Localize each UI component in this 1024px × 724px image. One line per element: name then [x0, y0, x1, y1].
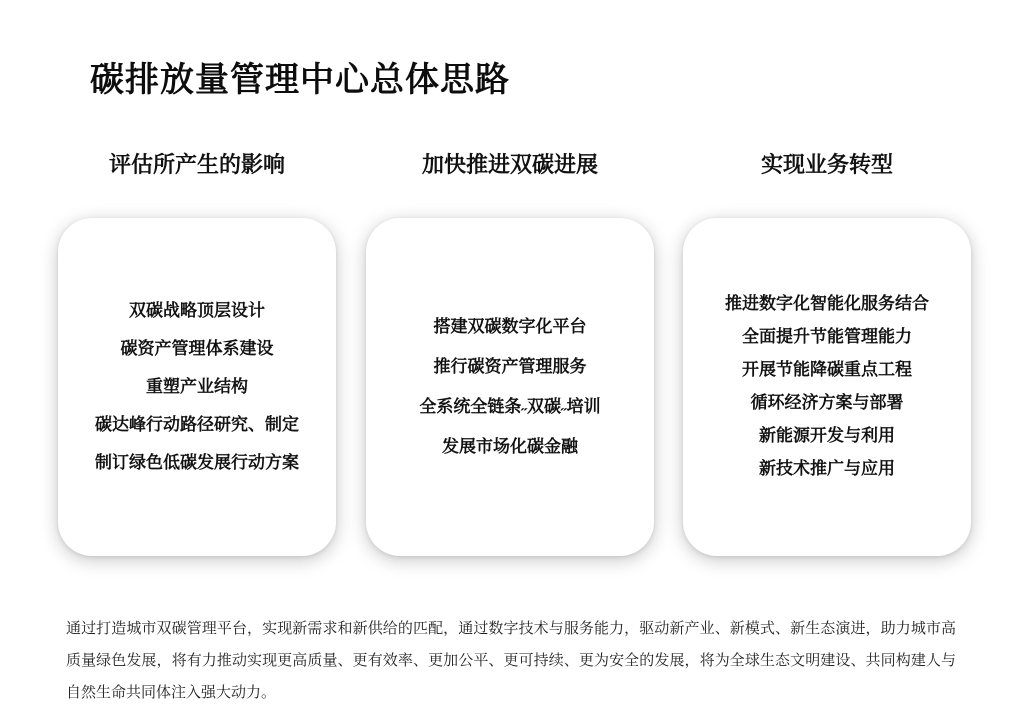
- list-item: 发展市场化碳金融: [441, 437, 578, 457]
- list-item: 推进数字化智能化服务结合: [725, 294, 929, 314]
- list-item: 重塑产业结构: [146, 377, 248, 397]
- column-heading-progress: 加快推进双碳进展: [421, 153, 598, 178]
- list-item: 新技术推广与应用: [759, 459, 895, 479]
- list-item: 推行碳资产管理服务: [433, 357, 587, 377]
- list-item: 搭建双碳数字化平台: [433, 317, 587, 337]
- list-item: 全系统全链条˶双碳˶培训: [419, 397, 601, 417]
- list-item: 碳达峰行动路径研究、制定: [95, 415, 299, 435]
- progress-card: [366, 218, 654, 556]
- column-heading-transformation: 实现业务转型: [760, 153, 893, 178]
- summary-paragraph: 通过打造城市双碳管理平台，实现新需求和新供给的匹配，通过数字技术与服务能力，驱动新产业、新模式、新生态演进，助力城市高质量绿色发展，将有力推动实现更高质量、更有效率、更加公平、更可持续、更为安全的发展，将为全球生态文明建设、共同构建人与自然生命共同体注入强大动力。: [66, 619, 956, 701]
- transformation-list: [725, 285, 929, 489]
- list-item: 碳资产管理体系建设: [120, 339, 274, 359]
- page-title: 碳排放量管理中心总体思路: [90, 60, 510, 100]
- impact-card: [58, 218, 336, 556]
- progress-list: [419, 300, 600, 474]
- list-item: 全面提升节能管理能力: [742, 327, 912, 347]
- list-item: 新能源开发与利用: [759, 426, 895, 446]
- list-item: 循环经济方案与部署: [750, 393, 904, 413]
- transformation-card: [683, 218, 971, 556]
- column-heading-impact: 评估所产生的影响: [108, 153, 285, 178]
- list-item: 双碳战略顶层设计: [129, 301, 265, 321]
- list-item: 开展节能降碳重点工程: [742, 360, 912, 380]
- impact-list: [95, 286, 299, 488]
- list-item: 制订绿色低碳发展行动方案: [95, 453, 299, 473]
